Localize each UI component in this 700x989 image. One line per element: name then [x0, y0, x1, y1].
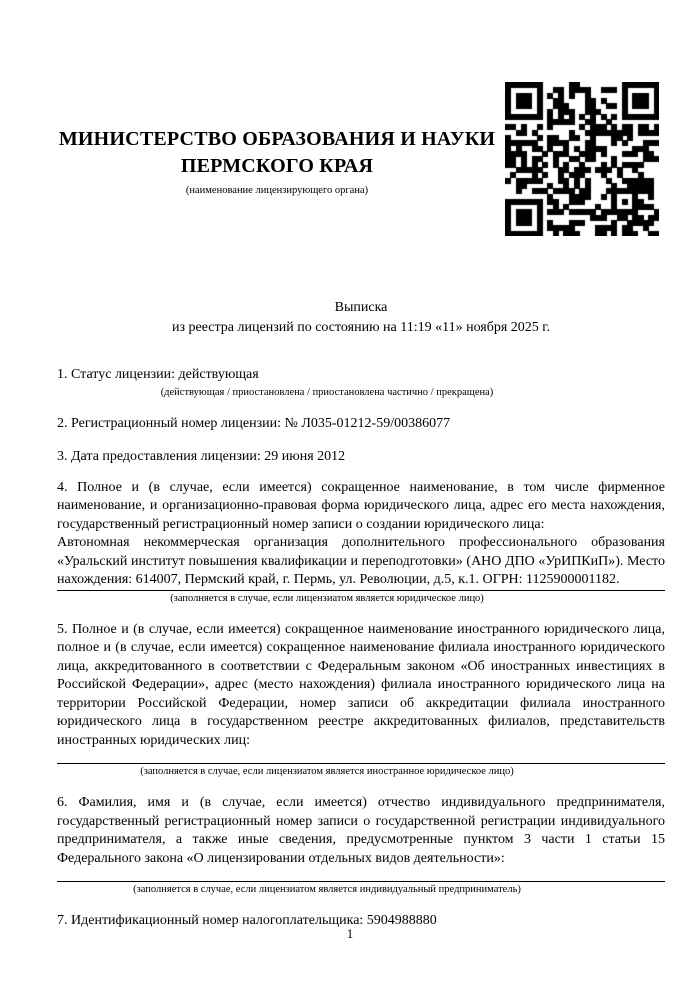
page-number: 1 [346, 926, 354, 941]
item-foreign-entity [57, 621, 665, 780]
individual-entrepreneur-underline [57, 881, 665, 882]
qr-code-icon [505, 82, 659, 236]
ministry-caption: (наименование лицензирующего органа) [185, 185, 369, 196]
taxpayer-number-text: 7. Идентификационный номер налогоплательщика: 5904988880 [57, 913, 437, 928]
foreign-entity-caption: (заполняется в случае, если лицензиатом является иностранное юридическое лицо) [140, 766, 514, 777]
registration-number-text: 2. Регистрационный номер лицензии: № Л035-01212-59/00386077 [57, 415, 451, 431]
license-status-caption: (действующая / приостановлена / приостановлена частично / прекращена) [160, 386, 494, 398]
item-legal-entity [57, 479, 665, 606]
item-individual-entrepreneur [57, 794, 665, 897]
document-title [57, 298, 665, 338]
ministry-name-line2: ПЕРМСКОГО КРАЯ [180, 155, 374, 177]
item-registration-number [57, 415, 665, 434]
legal-entity-caption: (заполняется в случае, если лицензиатом является юридическое лицо) [170, 592, 484, 604]
foreign-entity-question: 5. Полное и (в случае, если имеется) сокращенное наименование иностранного юридического лица, полное и (в случае, если имеется) сокращенное наименование филиала иностранного юридического лица, аккредитованного в соответствии с Федеральным законом «Об иностранных инвестициях в Российской Федерации», адрес (место нахождения) филиала иностранного юридического лица на территории Российской Федерации, номер записи об аккредитации филиала иностранного юридического лица в государственном реестре аккредитованных филиалов, представительств иностранных юридических лиц: [57, 621, 665, 748]
document-title-line1: Выписка [334, 300, 388, 315]
license-status-text: 1. Статус лицензии: действующая [57, 367, 259, 382]
legal-entity-underline [57, 590, 665, 591]
item-license-status [57, 366, 665, 400]
individual-entrepreneur-question: 6. Фамилия, имя и (в случае, если имеется) отчество индивидуального предпринимателя, государственный регистрационный номер записи о государственной регистрации индивидуального предпринимателя, а также иные сведения, предусмотренные пунктом 3 части 1 статьи 15 Федерального закона «О лицензировании отдельных видов деятельности»: [57, 795, 665, 866]
legal-entity-question: 4. Полное и (в случае, если имеется) сокращенное наименование, в том числе фирменное наименование, и организационно-правовая форма юридического лица, адрес его места нахождения, государственный регистрационный номер записи о создании юридического лица: [57, 479, 665, 532]
license-date-text: 3. Дата предоставления лицензии: 29 июня 2012 [57, 449, 346, 464]
individual-entrepreneur-caption: (заполняется в случае, если лицензиатом является индивидуальный предприниматель) [133, 884, 521, 895]
document-title-line2: из реестра лицензий по состоянию на 11:19 «11» ноября 2025 г. [172, 320, 550, 335]
item-license-date [57, 448, 665, 467]
licensing-authority-header [57, 126, 497, 197]
ministry-name-line1: МИНИСТЕРСТВО ОБРАЗОВАНИЯ И НАУКИ [58, 128, 496, 150]
legal-entity-value: Автономная некоммерческая организация дополнительного профессионального образования «Уральский институт повышения квалификации и переподготовки» (АНО ДПО «УрИПКиП»). Место нахождения: 614007, Пермский край, г. Пермь, ул. Революции, д.5, к.1. ОГРН: 1125900001182. [57, 535, 665, 587]
document-body [57, 366, 665, 946]
foreign-entity-underline [57, 763, 665, 764]
